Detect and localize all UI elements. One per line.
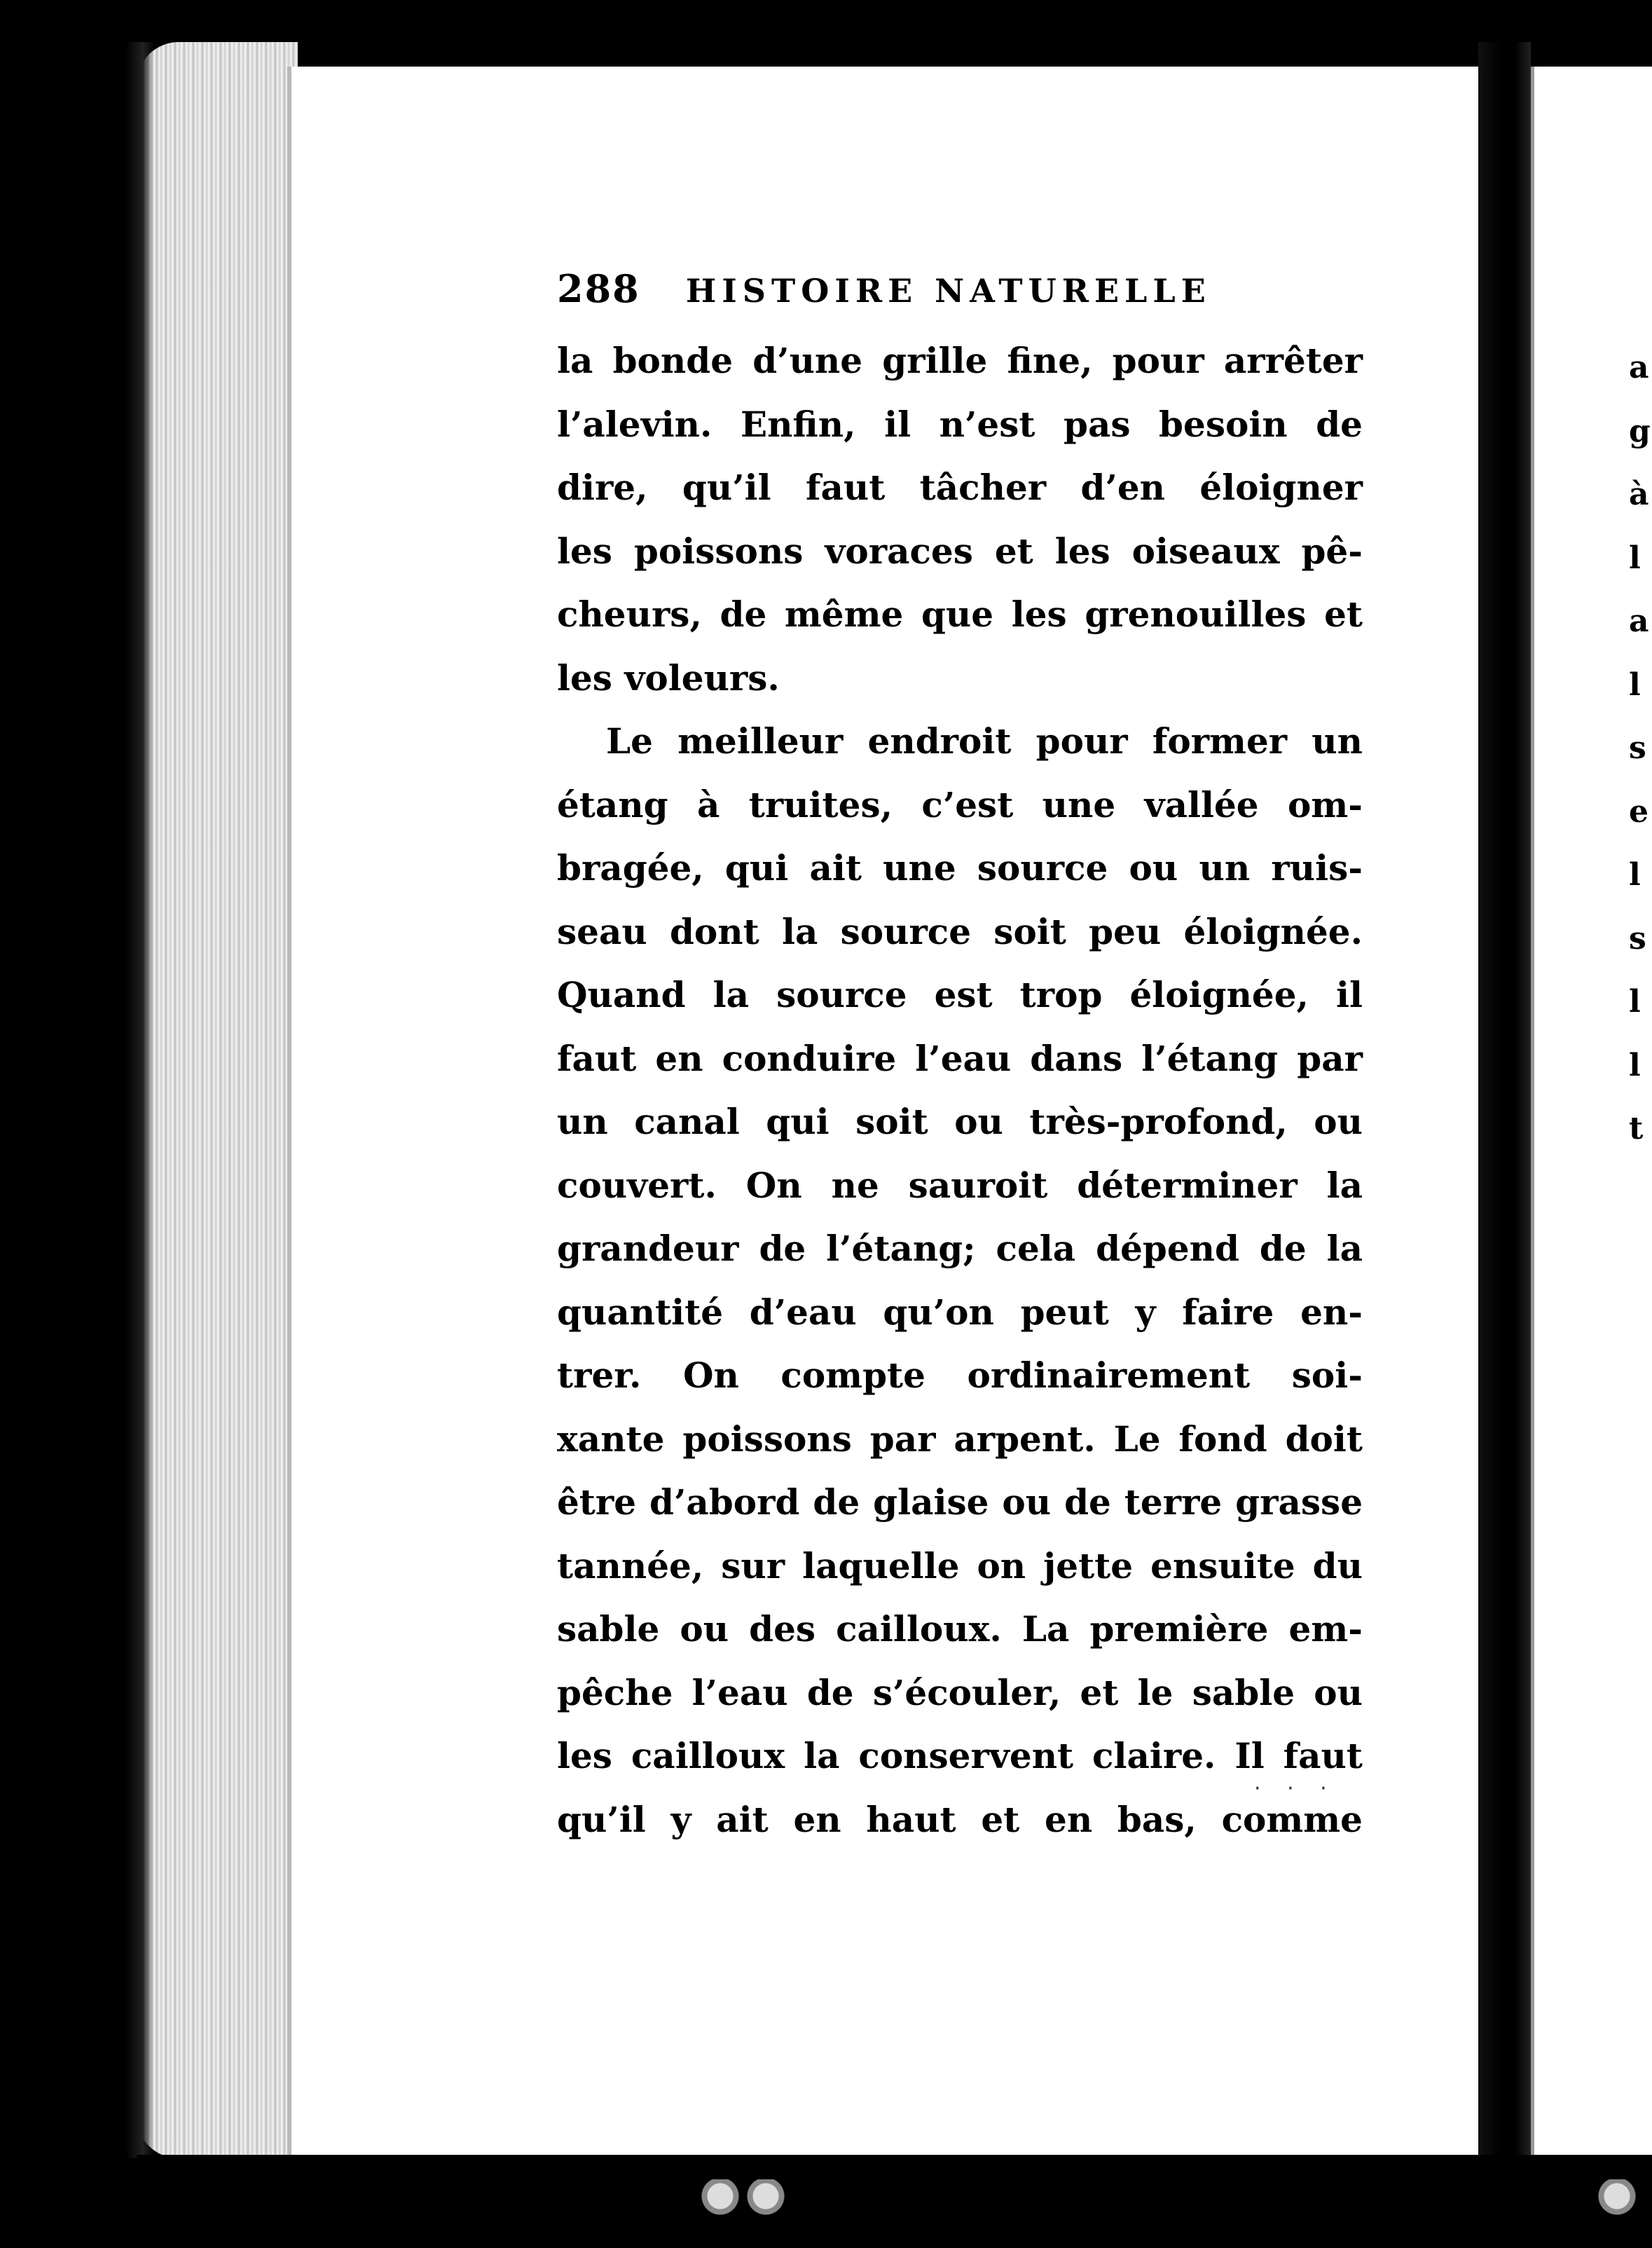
page-block-edge [137,42,298,2158]
paper-debris-mark [746,2179,795,2221]
text-line: grandeur de l’étang; cela dépend de la [557,1228,1363,1269]
text-line: un canal qui soit ou très-profond, ou [557,1101,1363,1142]
fragment-letter: a [1629,350,1649,385]
text-line: bragée, qui ait une source ou un ruis- [557,847,1363,889]
fragment-letter: e [1629,793,1648,830]
page-header [557,266,1230,315]
paragraph-start-line: Le meilleur endroit pour former un [606,720,1363,762]
page-number: 288 [557,266,640,311]
text-line: les poissons voraces et les oiseaux pê- [557,530,1363,572]
text-line: être d’abord de glaise ou de terre grasse [557,1481,1363,1523]
next-page-text-fragment [1629,336,1652,1161]
text-line: les voleurs. [557,657,780,699]
text-line: faut en conduire l’eau dans l’étang par [557,1037,1363,1079]
text-line: l’alevin. Enfin, il n’est pas besoin de [557,403,1363,445]
text-line: étang à truites, c’est une vallée om- [557,783,1363,825]
fragment-letter: t [1629,1111,1644,1146]
text-line: seau dont la source soit peu éloignée. [557,910,1363,952]
paper-debris-mark [1597,2179,1646,2221]
text-line: pêche l’eau de s’écouler, et le sable ou [557,1671,1363,1713]
text-line: la bonde d’une grille fine, pour arrêter [557,340,1363,381]
fragment-letter: l [1629,666,1641,703]
text-line: trer. On compte ordinairement soi- [557,1355,1363,1396]
body-text [557,329,1363,1851]
text-line: qu’il y ait en haut et en bas, comme [557,1798,1363,1840]
fragment-letter: l [1629,984,1641,1020]
page-edge-shadow [126,42,154,2158]
text-line: couvert. On ne sauroit déterminer la [557,1164,1363,1206]
fragment-letter: l [1629,540,1641,576]
text-line: quantité d’eau qu’on peut y faire en- [557,1291,1363,1333]
fragment-letter: g [1629,413,1651,449]
fragment-letter: l [1629,857,1641,893]
fragment-letter: à [1629,477,1649,512]
text-line: cheurs, de même que les grenouilles et [557,594,1363,635]
running-title: HISTOIRE NATURELLE [685,272,1211,310]
fragment-letter: l [1629,1047,1641,1083]
fragment-letter: a [1629,603,1649,639]
book-gutter [1478,42,1531,2186]
text-line: dire, qu’il faut tâcher d’en éloigner [557,467,1363,508]
text-line: sable ou des cailloux. La première em- [557,1608,1363,1650]
text-line: les cailloux la conservent claire. Il faut [557,1735,1363,1776]
text-line: Quand la source est trop éloignée, il [557,974,1363,1015]
text-line: tannée, sur laquelle on jette ensuite du [557,1544,1363,1586]
fragment-letter: s [1629,920,1646,957]
bottom-margin-dark [137,2155,1652,2248]
fragment-letter: s [1629,730,1646,766]
paper-debris-mark [701,2179,750,2221]
text-line: xante poissons par arpent. Le fond doit [557,1418,1363,1460]
print-specks: · · · [1254,1776,1337,1801]
